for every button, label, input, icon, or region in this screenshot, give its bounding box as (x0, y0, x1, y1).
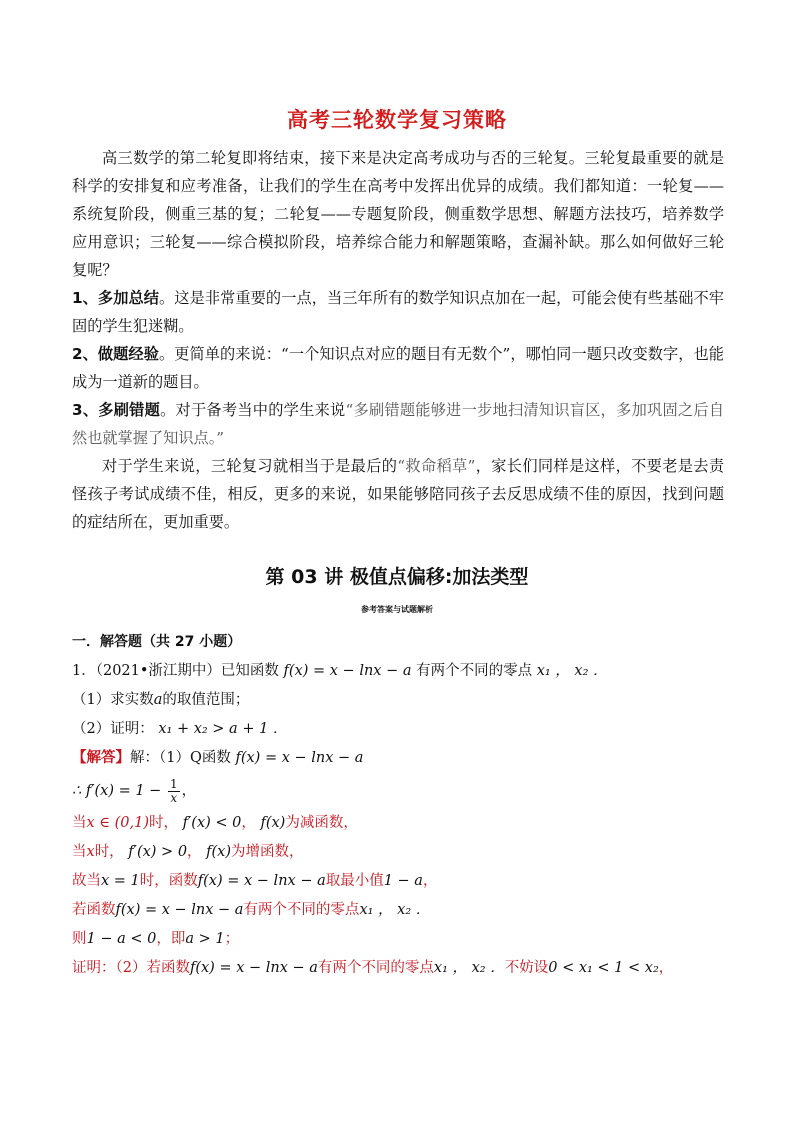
l3-m3: f(x) (260, 815, 286, 831)
l3-b: 时， (149, 815, 179, 831)
point-1 (72, 284, 724, 340)
l5-d: ， (422, 873, 438, 889)
derivative-expr: ∴ f′(x) = 1 − (72, 783, 162, 799)
point-2-head: 2、做题经验 (72, 345, 159, 363)
point-3 (72, 396, 724, 452)
section-subtitle: 参考答案与试题解析 (361, 605, 433, 614)
l3-m2: f′(x) < 0 (182, 815, 242, 831)
solution-line-3 (72, 809, 732, 838)
question-1 (72, 686, 732, 715)
question-1-var: a (153, 692, 163, 708)
problem-lead2: 有两个不同的零点 (416, 663, 533, 679)
l6-a: 若函数 (72, 902, 116, 918)
solution-l1-text: 解：（1）Q函数 (130, 750, 231, 766)
l3-d: 为减函数， (285, 815, 358, 831)
l3-a: 当 (72, 815, 87, 831)
l4-b: 时， (94, 844, 124, 860)
l7-b: ，即 (156, 931, 186, 947)
l8-d: ， (658, 960, 674, 976)
point-1-head: 1、多加总结 (72, 289, 160, 307)
l5-m1: x = 1 (101, 873, 140, 889)
point-2-text: 。更简单的来说：“一个知识点对应的题目有无数个”，哪怕同一题只改变数字，也能成为一道新的题目。 (72, 345, 724, 391)
problem-1-statement (72, 657, 732, 686)
l8-m2: x₁ ， x₂ ． (433, 960, 505, 976)
fraction-1-over-x (168, 778, 180, 805)
l3-m1: x ∈ (0,1) (86, 815, 150, 831)
intro-paragraph: 高三数学的第二轮复即将结束，接下来是决定高考成功与否的三轮复。三轮复最重要的就是科学的安排复和应考准备，让我们的学生在高考中发挥出优异的成绩。我们都知道：一轮复——系统复阶段，侧重三基的复；二轮复——专题复阶段，侧重数学思想、解题方法技巧，培养数学应用意识；三轮复——综合模拟阶段，培养综合能力和解题策略，查漏补缺。那么如何做好三轮复呢？ (72, 149, 724, 279)
l8-m1: f(x) = x − lnx − a (189, 960, 318, 976)
closing-text-a: 对于学生来说，三轮复习就相当于是最后的 (102, 457, 398, 475)
problem-section (72, 628, 732, 983)
solution-line-8 (72, 954, 732, 983)
fraction-numerator: 1 (169, 776, 178, 791)
l6-b: 有两个不同的零点 (243, 902, 360, 918)
point-1-text: 。这是非常重要的一点，当三年所有的数学知识点加在一起，可能会使有些基础不牢固的学生犯迷糊。 (72, 289, 724, 335)
solution-line-7 (72, 925, 732, 954)
point-2 (72, 340, 724, 396)
l4-m1: x (86, 844, 95, 860)
question-2-text: （2）证明： (72, 721, 154, 737)
l4-m3: f(x) (206, 844, 232, 860)
l6-m2: x₁ ， x₂ ． (359, 902, 431, 918)
solution-line-6 (72, 896, 732, 925)
question-2-expr: x₁ + x₂ > a + 1 ． (158, 721, 288, 737)
part-heading: 一．解答题（共 27 小题） (72, 634, 242, 650)
closing-paragraph (72, 452, 724, 536)
l4-d: 为增函数， (231, 844, 304, 860)
question-1-tail: 的取值范围； (162, 692, 250, 708)
question-2 (72, 715, 732, 744)
solution-line-5 (72, 867, 732, 896)
point-3-head: 3、多刷错题 (72, 401, 161, 419)
solution-tag: 【解答】 (72, 750, 130, 766)
solution-line-4 (72, 838, 732, 867)
point-3-quote: “多刷错题能够进一步地扫清知识盲区，多加巩固之后自然也就掌握了知识点。” (72, 401, 725, 447)
fraction-denominator: x (170, 790, 178, 805)
l5-a: 故当 (72, 873, 101, 889)
l7-a: 则 (72, 931, 87, 947)
l8-m3: 0 < x₁ < 1 < x₂ (548, 960, 659, 976)
l5-b: 时，函数 (139, 873, 198, 889)
l5-m3: 1 − a (383, 873, 423, 889)
solution-l1-func: f(x) = x − lnx − a (235, 750, 364, 766)
point-3-text: 。对于备考当中的学生来说 (160, 401, 346, 419)
l5-c: 取最小值 (325, 873, 384, 889)
l8-a: 证明：（2）若函数 (72, 960, 190, 976)
problem-roots: x₁ ， x₂ ． (536, 663, 608, 679)
closing-text-b: ，家长们同样是这样，不要老是去责怪孩子考试成绩不佳，相反，更多的来说，如果能够陪同孩子去反思成绩不佳的原因，找到问题的症结所在，更加重要。 (72, 457, 725, 531)
intro-section (72, 144, 724, 536)
l4-a: 当 (72, 844, 87, 860)
l7-c: ； (224, 931, 240, 947)
l7-m1: 1 − a < 0 (86, 931, 157, 947)
l5-m2: f(x) = x − lnx − a (197, 873, 326, 889)
problem-lead: 1．（2021•浙江期中）已知函数 (72, 663, 279, 679)
l8-b: 有两个不同的零点 (317, 960, 434, 976)
closing-quote: “救命稻草” (397, 457, 476, 475)
l3-c: ， (241, 815, 256, 831)
solution-line-1 (72, 744, 732, 773)
l6-m1: f(x) = x − lnx − a (115, 902, 244, 918)
question-1-text: （1）求实数 (72, 692, 154, 708)
problem-function: f(x) = x − lnx − a (283, 663, 412, 679)
l4-m2: f′(x) > 0 (128, 844, 188, 860)
page-title: 高考三轮数学复习策略 (287, 108, 507, 132)
l8-c: 不妨设 (504, 960, 549, 976)
section-title: 第 03 讲 极值点偏移:加法类型 (265, 566, 529, 588)
l4-c: ， (187, 844, 202, 860)
solution-line-2 (72, 773, 732, 809)
l7-m2: a > 1 (185, 931, 225, 947)
solution-l2-tail: ， (181, 783, 197, 799)
